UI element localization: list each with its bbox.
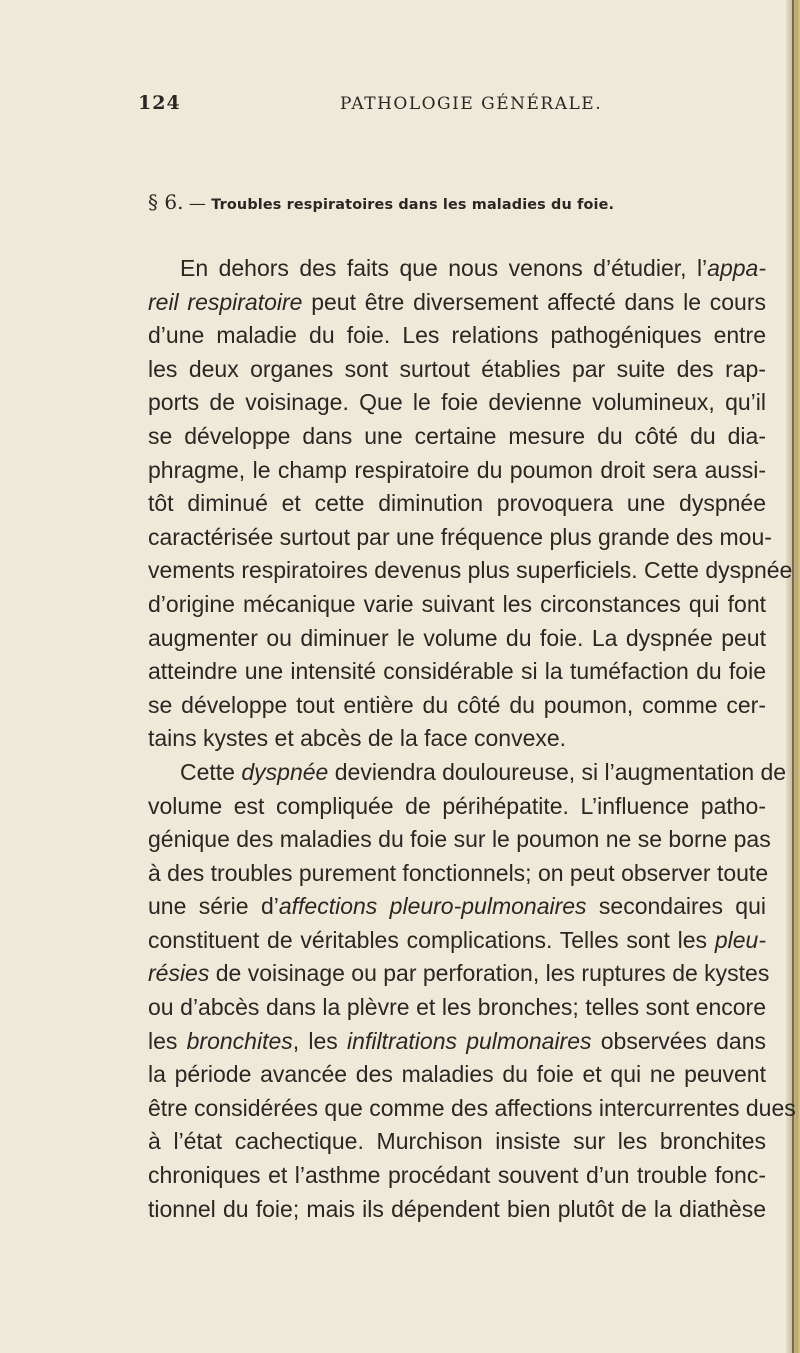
page-number: 124 [138, 92, 181, 114]
running-title: PATHOLOGIE GÉNÉRALE. [340, 94, 603, 114]
page-edge-line [792, 0, 794, 1353]
text-run: une série d’ [148, 893, 279, 920]
text-line [148, 1092, 796, 1126]
text-run: deviendra douloureuse, si l’augmentation de [328, 758, 787, 785]
text-run: se développe tout entière du côté du poumon, comme cer- [148, 691, 766, 718]
text-line [148, 790, 766, 824]
text-run: vements respiratoires devenus plus superficiels. Cette dyspnée [148, 557, 793, 584]
italic-run: pleu- [714, 926, 766, 953]
text-line [148, 756, 787, 790]
text-run: à l’état cachectique. Murchison insiste sur les bronchites [148, 1128, 766, 1155]
text-line [148, 386, 766, 420]
italic-run: dyspnée [241, 758, 329, 785]
text-line [148, 957, 770, 991]
text-line [148, 487, 766, 521]
text-run: augmenter ou diminuer le volume du foie. La dyspnée peut [148, 624, 766, 651]
italic-run: appa- [707, 255, 766, 281]
text-line [148, 689, 766, 723]
text-run: être considérées que comme des affections intercurrentes dues [148, 1094, 796, 1121]
text-line [148, 924, 766, 958]
section-number: § 6. [148, 190, 184, 214]
text-run: ports de voisinage. Que le foie devienne volumineux, qu’il [148, 389, 766, 416]
text-line [148, 1025, 766, 1059]
text-run: la période avancée des maladies du foie et qui ne peuvent [148, 1061, 766, 1088]
text-line [148, 1193, 766, 1227]
italic-run: affections pleuro-pulmonaires [278, 893, 587, 920]
text-line [148, 420, 766, 454]
text-run: à des troubles purement fonctionnels; on peut observer toute [148, 859, 769, 886]
text-line [148, 319, 766, 353]
text-line [148, 286, 766, 320]
text-run: d’une maladie du foie. Les relations pathogéniques entre [148, 322, 766, 349]
text-run: se développe dans une certaine mesure du côté du dia- [148, 422, 766, 449]
text-line [148, 655, 766, 689]
text-line [148, 353, 766, 387]
text-run: En dehors des faits que nous venons d’étudier, l’ [180, 255, 708, 281]
text-run: chroniques et l’asthme procédant souvent d’un trouble fonc- [148, 1162, 766, 1189]
text-line [148, 252, 766, 286]
italic-run: reil respiratoire [148, 288, 303, 315]
text-run: les deux organes sont surtout établies par suite des rap- [148, 355, 766, 382]
text-run: tôt diminué et cette diminution provoquera une dyspnée [148, 490, 766, 517]
running-head [0, 92, 800, 122]
text-run: , les [292, 1027, 348, 1054]
text-line [148, 857, 769, 891]
italic-run: bronchites [186, 1027, 293, 1054]
text-run: constituent de véritables complications. Telles sont les [148, 926, 715, 953]
section-heading [148, 190, 778, 214]
italic-run: infiltrations pulmonaires [347, 1027, 592, 1054]
text-run: secondaires qui [586, 893, 766, 920]
text-line [148, 521, 772, 555]
text-run: caractérisée surtout par une fréquence plus grande des mou- [148, 523, 772, 550]
text-run: volume est compliquée de périhépatite. L’influence patho- [148, 792, 766, 819]
text-run: observées dans [591, 1027, 766, 1054]
text-run: phragme, le champ respiratoire du poumon droit sera aussi- [148, 456, 766, 483]
text-line [148, 722, 766, 756]
text-line [148, 554, 793, 588]
text-line [148, 1159, 766, 1193]
text-run: d’origine mécanique varie suivant les circonstances qui font [148, 590, 766, 617]
text-run: atteindre une intensité considérable si la tuméfaction du foie [148, 658, 766, 685]
text-line [148, 1058, 766, 1092]
text-line [148, 890, 766, 924]
text-run: Cette [180, 758, 242, 785]
text-line [148, 454, 766, 488]
text-run: tains kystes et abcès de la face convexe. [148, 725, 567, 752]
text-run: peut être diversement affecté dans le cours [302, 288, 766, 315]
text-line [148, 622, 766, 656]
body-text [148, 252, 796, 1226]
section-title: Troubles respiratoires dans les maladies du foie. [211, 197, 615, 213]
text-line [148, 823, 771, 857]
section-dash: — [188, 194, 206, 214]
text-run: de voisinage ou par perforation, les ruptures de kystes [209, 960, 770, 987]
text-line [148, 588, 766, 622]
text-run: génique des maladies du foie sur le poumon ne se borne pas [148, 826, 771, 853]
text-run: les [148, 1027, 187, 1054]
text-line [148, 991, 766, 1025]
italic-run: résies [148, 960, 210, 987]
text-run: ou d’abcès dans la plèvre et les bronches; telles sont encore [148, 994, 766, 1021]
text-line [148, 1125, 766, 1159]
text-run: tionnel du foie; mais ils dépendent bien plutôt de la diathèse [148, 1195, 766, 1222]
